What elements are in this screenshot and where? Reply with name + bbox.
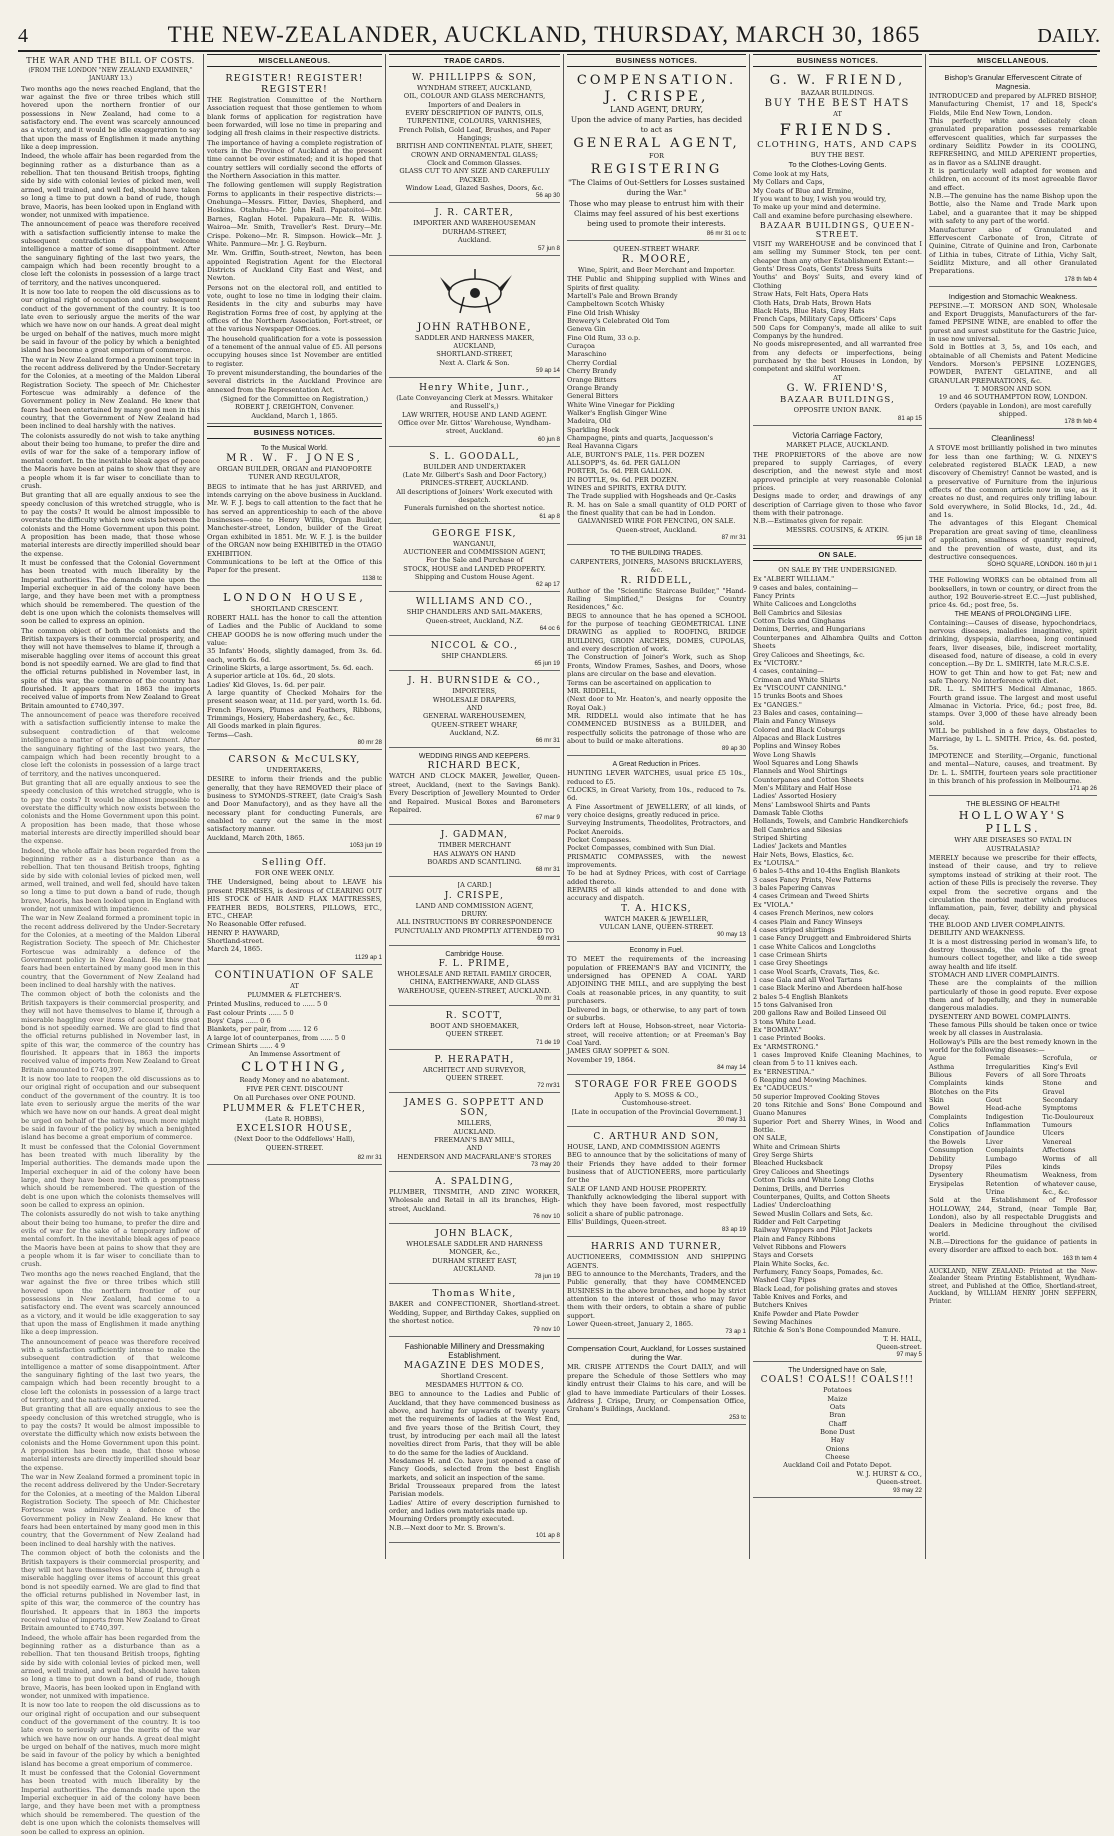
coals-ad (753, 1364, 922, 1497)
compensation-ad (567, 70, 746, 241)
ad-title: NICCOL & CO., (430, 641, 519, 652)
music-ad (207, 442, 382, 585)
ad-body: LAND AND COMMISSION AGENT, DRURY. ALL INSTRUCTIONS BY CORRESPONDENCE PUNCTUALLY AND PROMPTLY ATTENDED TO (394, 901, 555, 935)
ad-house: EXCELSIOR HOUSE, (236, 1124, 353, 1135)
ad-body: THE Following WORKS can be obtained from all booksellers, in town or country, or direct from the author, 192 Bouverie-street E.C.—Just published, price 4s. 6d.; post free, 5s. (929, 576, 1097, 610)
ad-heading: TO THE BUILDING TRADES. (610, 550, 703, 558)
register-ad (207, 70, 382, 424)
article-para: It must be confessed that the Colonial Government has been treated with much liberality by the Imperial authorities. The demands made upon the Imperial exchequer in aid of the colony have been large, and they have been met with a promptness which should be remembered. The question of the debt is one upon which the colonists themselves will soon be called to express an opinion. (21, 1142, 200, 1210)
ad-heading: To the Clothes-Loving Gents. (788, 160, 887, 170)
ad-heading: QUEEN-STREET WHARF. (613, 244, 700, 253)
article-para: But granting that all are equally anxious to see the speedy conclusion of this wretched struggle, who is to pay the costs? It would be almost impossible to overstate the difficulty which now exists between the colonists and the Home Government upon this point. A proposition has been made, that those whose material interests are directly imperilled should bear the expense. (21, 1405, 200, 1472)
ad-ref: 69 mr31 (537, 934, 560, 942)
ad-para: THE Registration Committee of the Northern Association request that those gentlemen to whom blank forms of application for registration have been forwarded, will lose no time in preparing and lodging all fresh claims in their respective districts. (207, 96, 382, 138)
ad-title: R. MOORE, (621, 254, 692, 266)
ad-ref: 81 ap 15 (897, 415, 922, 423)
ad-title: COALS! COALS!! COALS!!! (760, 1375, 915, 1386)
ad-body: HUNTING LEVER WATCHES, usual price £5 10s., reduced to £5. CLOCKS, in Great Variety, from 10s., reduced to 7s. 6d. A Fine Assortment of JEWELLERY, of all kinds, of very choice designs, greatly reduced in price. Surveying Instruments, Theodolites, Protractors, and Pocket Aneroids. Pocket Compasses. Pocket Compasses, combined with Sun Dial. PRISMATIC COMPASSES, with the newest improvements. To be had at Sydney Prices, with cost of Carriage added thereto. REPAIRS of all kinds attended to and done with accuracy and dispatch. (567, 769, 746, 903)
ad-title: Selling Off. (261, 858, 328, 869)
article-para: The common object of both the colonists and the British taxpayers is their commercial prosperity, and they will not have themselves to blame if, through a miserable haggling over items of account this great bond is not speedily earned. We are glad to find that the official returns published in November last, in spite of this war, the commerce of the country has flourished. It appears that in 1863 the imports received value of imports from New Zealand to Great Britain amounted to £740,397. (21, 1549, 201, 1633)
ad-subtitle: MESDAMES HUTTON & CO. (425, 1380, 524, 1389)
victoria-ad (753, 428, 922, 546)
ad-ref: 1129 ap 1 (354, 953, 382, 961)
ad-ref: 64 oc 6 (539, 625, 560, 633)
article-para: The war in New Zealand formed a prominent topic in the recent address delivered by the Under-Secretary for the Colonies, at a meeting of the Maldon Liberal Registration Society. The speech of Mr. Chichester Fortescue was admirably a defence of the Government policy in New Zealand. He knew that fears had been entertained by many good men in this country, that the Government of New Zealand had been inclined to deal harshly with the natives. (21, 1473, 200, 1548)
ad-heading: Economy in Fuel. (629, 947, 684, 955)
ad-ref: 57 jun 8 (537, 244, 560, 252)
ad-signature: T. H. HALL, Queen-street. (876, 1334, 922, 1352)
article-para: It is now too late to reopen the old discussions as to our original right of occupation and our subsequent conduct of the government of the country. It is too late even to seriously argue the merits of the war which we have now on our hands. A great deal might be urged on behalf of the natives, much more might be said in favour of the policy by which a benighted island has become a great emporium of commerce. (21, 287, 200, 355)
ad-text: Ready Money and no abatement. (239, 1075, 350, 1084)
ad-title: F. L. PRIME, (438, 958, 511, 969)
fisk-ad (389, 526, 560, 593)
article-para: The common object of both the colonists and the British taxpayers is their commercial prosperity, and they will not have themselves to blame if, through a miserable haggling over items of account this great bond is not speedily earned. We are glad to find that the official returns published in November last, in spite of this war, the commerce of the country has flourished. It appears that in 1863 the imports received value of imports from New Zealand to Great Britain amounted to £740,397. (21, 990, 201, 1074)
ad-body: Sold at the Establishment of Professor HOLLOWAY, 244, Strand, (near Temple Bar, London), also by all respectable Druggists and Dealers in Medicine throughout the civilised world. N.B.—Directions for the guidance of patients in every disorder are affixed to each box. (929, 1196, 1097, 1255)
article-heading: THE WAR AND THE BILL OF COSTS. (26, 56, 195, 65)
ad-text: (Next Door to the Oddfellows' Hall), (234, 1135, 355, 1144)
ad-body: WHOLESALE AND RETAIL FAMILY GROCER, CHINA, EARTHENWARE, AND GLASS WAREHOUSE, QUEEN-STREET, AUCKLAND. (397, 969, 552, 995)
pepsine-ad (929, 289, 1097, 430)
ad-body: IMPOTENCE and Sterility,—Organic, functional and mental—Nature, causes, and treatment. By Dr. L. L. SMITH, fourteen years sole practitioner in this branch of his profession in Melbourne. (929, 752, 1097, 786)
ad-title: CLOTHING, (241, 1059, 348, 1075)
hicks-ad (567, 758, 746, 942)
ad-intro: ON SALE BY THE UNDERSIGNED. (778, 566, 897, 575)
ad-title: R. SCOTT, (445, 1010, 504, 1021)
black-ad (389, 1226, 560, 1284)
ad-heading: Victoria Carriage Factory, (792, 431, 883, 441)
column-1 (18, 54, 204, 1836)
ad-body: WATCH AND CLOCK MAKER, Jeweller, Queen-street, Auckland, (next to the Savings Bank). Every Description of Jewellery Mounted to Order and Repaired. Musical Boxes and Barometers Repaired. (389, 772, 560, 814)
ad-ref: 61 ap 8 (539, 512, 560, 520)
ad-body: Potatoes Maize Oats Bran Chaff Bone Dust Hay Onions Cheese Auckland Coil and Potato Depot. (783, 1386, 892, 1470)
ad-extra: GALVANISED WIRE FOR FENCING, ON SALE. Queen-street, Auckland. (577, 517, 736, 534)
ad-heading: Indigestion and Stomachic Weakness. (948, 291, 1078, 301)
ad-ref: 79 nov 10 (532, 1325, 560, 1333)
article-para: But granting that all are equally anxious to see the speedy conclusion of this wretched struggle, who is to pay the costs? It would be almost impossible to overstate the difficulty which now exists between the colonists and the Home Government upon this point. A proposition has been made, that those whose material interests are directly imperilled should bear the expense. (21, 491, 200, 558)
ad-title: GENERAL AGENT, (573, 136, 740, 152)
ad-ref: 178 th feb 4 (1064, 275, 1097, 283)
ad-title: FRIENDS. (779, 119, 896, 139)
edition-label: DAILY. (1037, 25, 1100, 47)
gadman-ad (389, 827, 560, 877)
page-number: 4 (18, 25, 28, 47)
ad-ref: 78 jun 19 (534, 1273, 560, 1281)
disease-list: Ague Asthma Bilious Complaints Blotches on the Skin Bowel Complaints Colics Constipation of the Bowels Consumption Debility Dropsy Dysentery Erysipelas (929, 1054, 984, 1188)
article-para: It is now too late to reopen the old discussions as to our original right of occupation and our subsequent conduct of the government of the country. It is too late even to seriously argue the merits of the war which we have now on our hands. A great deal might be urged on behalf of the natives, much more might be said in favour of the policy by which a benighted island has become a great emporium of commerce. (21, 1701, 200, 1768)
column-4 (564, 54, 750, 1559)
ad-para: The household qualification for a vote is possession of a tenement of the annual value of £5. All persons occupying houses since 1st November are entitled to register. (207, 334, 382, 368)
section-heading: BUSINESS NOTICES. (567, 54, 746, 67)
article-para: The announcement of peace was therefore received with a satisfaction sufficiently intense to make the subsequent contradiction of that welcome intelligence a matter of some disappointment. After the sanguinary fighting of the last two years, the campaign which had been recently brought to a close left the colonists in possession of a large tract of territory, and the natives unconquered. (21, 711, 200, 778)
article-para: The war in New Zealand formed a prominent topic in the recent address delivered by the Under-Secretary for the Colonies, at a meeting of the Maldon Liberal Registration Society. The speech of Mr. Chichester Fortescue was admirably a defence of the Government policy in New Zealand. He knew that fears had been entertained by many good men in this country, that the Government of New Zealand had been inclined to deal harshly with the natives. (21, 355, 200, 431)
ad-heading: Cleanliness! (991, 434, 1035, 444)
ad-subtitle: Wine, Spirit, and Beer Merchant and Importer. (578, 266, 735, 275)
ad-title: T. A. HICKS, (621, 903, 692, 914)
ad-title: R. RIDDELL, (620, 575, 693, 586)
ad-body: DR. L. L. SMITH'S Medical Almanac, 1865. Fourth grand issue. The largest and most useful Almanac in Victoria. Price, 6d.; post free, 8d. stamps. Over 3,000 of these have already been sold. (929, 685, 1097, 727)
phillipps-ad (389, 70, 560, 203)
ad-firm: PLUMMER & FLETCHER'S. (247, 990, 342, 999)
carter-ad (389, 205, 560, 255)
ad-body: MERELY because we prescribe for their effects, instead of their cause, and try to relieve symptoms instead of striking at their root. The action of these Pills is precisely the reverse. They expel from the secretive organs and the circulation the morbid matter which produces inflammation, pain, fever, debility and physical decay. THE BLOOD AND LIVER COMPLAINTS. DEBILITY AND WEAKNESS. It is a most distressing period in woman's life, to destroy thousands, the whole of the great humours collect together, and like a tide sweep away health and life itself. STOMACH AND LIVER COMPLAINTS. These are the complaints of the million particularly of those in good repute. Ever expose them and of hopefully, and they in numerable dangerous maladies. DYSENTERY AND BOWEL COMPLAINTS. These famous Pills should be taken once or twice week by all classes in Australasia. Holloway's Pills are the best remedy known in the world for the following diseases:— (929, 854, 1097, 1055)
horse-emblem-icon (420, 263, 530, 319)
columns (18, 54, 1100, 1836)
carson-ad (207, 752, 382, 853)
prime-ad (389, 948, 560, 1006)
ad-ref: 59 ap 14 (535, 366, 560, 374)
ad-ref: 87 mr 31 (721, 534, 746, 542)
ad-body: BAKER and CONFECTIONER, Shortland-street. Wedding, Supper, and Birthday Cakes, supplied on the shortest notice. (389, 1300, 560, 1326)
ad-ref: 90 may 13 (717, 931, 746, 939)
williams-ad (389, 594, 560, 636)
ad-ref: 30 may 31 (717, 1115, 746, 1123)
ad-title: HOLLOWAY'S PILLS. (958, 809, 1068, 836)
article-source: (FROM THE LONDON "NEW ZEALAND EXAMINER," JANUARY 13.) (28, 67, 193, 83)
ad-ref: 76 nov 10 (532, 1213, 560, 1221)
ad-para: (Signed for the Committee on Registration,) ROBERT J. CREIGHTON, Convener. Auckland, March 1, 1865. (220, 395, 369, 420)
ad-subtitle: MARKET PLACE, AUCKLAND. (786, 441, 889, 450)
ad-body: THE Undersigned, being about to LEAVE his present PREMISES, is desirous of CLEARING OUT HIS STOCK of HAIR AND FLAX MATTRESSES, FEATHER BEDS, BOLSTERS, PILLOWS, ETC., ETC., CHEAP. No Reasonable Offer refused. HENRY P. HAYWARD, Shortland-street. March 24, 1865. (207, 878, 382, 954)
ad-ref: 84 may 14 (717, 1063, 746, 1071)
ad-title: J. GADMAN, (440, 830, 509, 841)
ad-ref: 95 jun 18 (896, 535, 922, 543)
ad-title: J. H. BURNSIDE & CO., (408, 676, 541, 687)
harris-ad (567, 1239, 746, 1339)
ad-body: WILL be published in a few days, Obstacles to Marriage, by L. L. SMITH. Price, 4s. 6d. posted, 5s. (929, 727, 1097, 752)
ad-text: BUY THE BEST. (810, 150, 865, 159)
price-list: Printed Muslins, reduced to ...... 5 0 Fast colour Prints ...... 5 0 Boys' Caps ...... 0 6 Blankets, per pair, from ...... 12 6 A large lot of counterpanes, from ...... 5 0 Crimean Shirts ...... 4 9 (207, 1000, 346, 1050)
ad-signature: W. J. HURST & CO., Queen-street. (856, 1469, 922, 1487)
article-para: It must be confessed that the Colonial Government has been treated with much liberality by the Imperial authorities. The demands made upon the Imperial exchequer in aid of the colony have been large, and they have been met with a promptness which should be remembered. The question of the debt is one upon which the colonists themselves will soon be called to express an opinion. (21, 1769, 200, 1836)
ad-text: "The Claims of Out-Settlers for Losses sustained during the War." (568, 177, 745, 197)
ad-address: Shortland Crescent. (440, 1371, 509, 1380)
ad-ref: 101 ap 8 (535, 1532, 560, 1540)
ad-ref: SOHO SQUARE, LONDON. 160 th jul 1 (987, 561, 1097, 569)
ad-title: REGISTER! REGISTER! REGISTER! (225, 73, 364, 95)
ad-heading: To the Musical World. (261, 445, 328, 453)
ad-heading: Compensation Court, Auckland, for Losses sustained during the War. (567, 1344, 746, 1363)
ad-title: CARSON & McCULSKY, (228, 755, 361, 766)
compensation-court-ad (567, 1341, 746, 1424)
ad-para: The following gentlemen will supply Registration Forms to applicants in their respective districts:—Onehunga—Messrs. Fitter, Davies, Shepherd, and Hoskins. Otahuhu—Mr. John Hall. Papatoitoi—Mr. Barnes, Raglan Hotel. Papakura—Mr. R. Willis. Wairoa—Mr. Smith, Traveller's Rest. Drury—Mr. Crispe. Pokeno—Mr. R. Simpson. Howick—Mr. J. White. Panmure—Mr. J. G. Reyburn. (207, 181, 382, 248)
ad-body: IMPORTERS, WHOLESALE DRAPERS, AND GENERAL WAREHOUSEMEN, QUEEN-STREET WHARF, Auckland, N.Z. (423, 687, 526, 738)
ad-heading: Cambridge House. (445, 950, 504, 958)
ad-title: A. SPALDING, (435, 1177, 514, 1188)
beck-ad (389, 750, 560, 825)
ad-title: MR. W. F. JONES, (226, 453, 363, 465)
crispe-card-ad (389, 879, 560, 946)
ad-heading: THE BLESSING OF HEALTH! (966, 801, 1060, 809)
ad-body: IMPORTER AND WAREHOUSEMAN DURHAM-STREET, Auckland. (413, 219, 536, 245)
ad-address: QUEEN-STREET. (265, 1144, 324, 1153)
ad-title: RICHARD BECK, (427, 761, 522, 772)
ad-title: STORAGE FOR FREE GOODS (574, 1079, 739, 1090)
ad-title: WILLIAMS AND CO., (415, 597, 534, 608)
ad-title: CLOTHING, HATS, AND CAPS (757, 139, 918, 150)
ad-body: ARCHITECT AND SURVEYOR, QUEEN STREET. (423, 1065, 526, 1082)
ad-ref: 82 mr 31 (357, 1153, 382, 1161)
ad-ref: 1138 tc (362, 574, 382, 582)
ad-subtitle: FOR ONE WEEK ONLY. (254, 869, 335, 878)
ad-text: FOR (649, 152, 664, 161)
ad-subtitle: LAND AGENT, DRURY, (609, 105, 704, 114)
ad-title: JOHN BLACK, (435, 1229, 514, 1240)
ad-body: INTRODUCED and prepared by ALFRED BISHOP, Manufacturing Chemist, 17 and 18, Speck's Fields, Mile End New Town, London. This perfectly white and delicately clean granulated preparation possesses remarkable effervescent qualities, which far surpasses the ordinary Seidlitz Powder in its COOLING, REFRESHING, and MILD APERIENT properties, as in flavor as a SALINE draught. It is particularly well adapted for women and children, on account of its most agreeable flavor and effect. N.B.—The genuine has the name Bishop upon the Bottle, also the Name and Trade Mark upon Label, and a guarantee that it may be shipped with safety to any part of the world. Manufacturer also of Granulated and Effervescent Carbonate of Iron, Citrate of Quinine, Citrate of Quinine and Iron, Carbonate of Lithia in tubes, Citrate of Lithia, Vichy Salt, Seidlitz Mixture, and all other Granulated Preparations. (929, 92, 1097, 276)
ad-body: BOOT AND SHOEMAKER, QUEEN STREET. (430, 1021, 519, 1039)
ad-title: JOHN RATHBONE, (417, 321, 532, 333)
ad-ref: 56 ap 30 (535, 192, 560, 200)
ad-verse: Come look at my Hats, My Collars and Caps, My Coats of Blue and Ermine, If you want to buy, I wish you would try, To make up your mind and determine. Call and examine before purchasing elsewhere. (753, 170, 913, 220)
disease-list: Scrofula, or King's Evil Sore Throats Stone and Gravel Secondary Symptoms Tic-Douloureux Tumours Ulcers Venereal Affections Worms of all kinds Weakness, from whatever cause, &c., &c. (1042, 1054, 1098, 1196)
section-heading: BUSINESS NOTICES. (753, 54, 922, 67)
ad-title: REGISTERING (590, 161, 723, 177)
arthur-ad (567, 1129, 746, 1237)
article-para: Two months ago the news reached England, that the war against the five or three tribes which still hovered upon the northern frontier of our possessions in New Zealand, had come to a satisfactory end. The event was scarcely announced as a victory, and it would be idle exaggeration to say that upon the mass of Englishmen it made anything like a deep impression. (21, 1269, 200, 1337)
ad-body: THE PROPRIETORS of the above are now prepared to supply Carriages, of every description, and the newest style and most approved principle at very reasonable Colonial prices. Designs made to order, and drawings of any description of Carriage given to those who favor them with their patronage. N.B.—Estimates given for repair. (753, 450, 922, 526)
ad-title: G. W. FRIEND, (769, 73, 906, 88)
ad-ref: 67 mar 9 (535, 814, 560, 822)
ad-title: W. PHILLIPPS & SON, (412, 73, 537, 83)
section-heading: BUSINESS NOTICES. (207, 426, 382, 439)
ad-title: COMPENSATION. (576, 73, 737, 88)
ad-body: ROBERT HALL has the honor to call the attention of Ladies and the Public of Auckland to some CHEAP GOODS he is now offering much under the value: 35 Infants' Hoods, slightly damaged, from 3s. 6d. each, worth 6s. 6d. Crinoline Skirts, a large assortment, 5s. 6d. each. A superior article at 10s. 6d., 20 slots. Ladies' Kid Gloves, 1s. 6d. per pair. A large quantity of Checked Mohairs for the present season wear, at 11d. per yard, worth 1s. 6d. French Flowers, Plumes and Feathers, Ribbons, Trimmings, Hosiery, Haberdashery, &c., &c. All Goods marked in plain figures. Terms—Cash. (207, 613, 382, 739)
ad-title: LONDON HOUSE, (223, 590, 366, 604)
column-5 (750, 54, 926, 1559)
ad-text: OPPOSITE UNION BANK. (793, 405, 882, 414)
spalding-ad (389, 1174, 560, 1224)
ad-body: SHIP CHANDLERS AND SAIL-MAKERS, Queen-street, Auckland, N.Z. (406, 608, 543, 625)
friend-ad (753, 70, 922, 426)
burnside-ad (389, 673, 560, 748)
ad-body: VISIT my WAREHOUSE and be convinced that I am selling my Summer Stock, ten per cent. cheaper than any other Establishment Extant:— Gents' Dress Coats, Gents' Dress Suits Youths' and Boys' Suits, and every kind of Clothing Straw Hats, Felt Hats, Opera Hats Cloth Hats, Drab Hats, Brown Hats Black Hats, Blue Hats, Grey Hats French Caps, Military Caps, Officers' Caps 500 Caps for Company's, made all alike to suit Companys by the hundred. No goods misrepresented, and all warranted free from any defects or imperfections, being purchased by the best Houses in London, by competent and skilful workmen. (753, 240, 922, 374)
ad-title: BAZAAR BUILDINGS, QUEEN-STREET. (759, 221, 916, 240)
ad-title: Thomas White, (432, 1289, 517, 1300)
ad-signature: T. MORSON AND SON. 19 and 46 SOUTHAMPTON ROW, LONDON. Orders (payable in London), are most carefully shipped. (934, 385, 1092, 419)
newspaper-title: THE NEW-ZEALANDER, AUCKLAND, THURSDAY, MARCH 30, 1865 (167, 22, 921, 47)
bishop-ad (929, 70, 1097, 287)
ad-firm: MESSRS. COUSINS, & ATKIN. (785, 525, 890, 534)
ad-title: GEORGE FISK, (432, 528, 517, 539)
ad-body: MR. CRISPE ATTENDS the Court DAILY, and will prepare the Schedule of those Settlers who may kindly entrust their Claims to his care, and will be glad to have immediate Particulars of their Losses. Address J. Crispe, Drury, or Compensation Office, Graham's Buildings, Auckland. (567, 1363, 746, 1414)
ad-para: The importance of having a complete registration of voters in the Province of Auckland at the present time cannot be over estimated; and it is hoped that country settlers will cordially second the efforts of the Northern Association in this matter. (207, 138, 382, 181)
article-para: The colonists assuredly do not wish to take anything about their being too humane, to prefer the dire and evils of war for the sake of a temporary inflow of mental comfort. In the inevitable bleak ages of peace the Maoris have been at pains to show that they are a people whom it is far wiser to conciliate than to crush. (21, 431, 200, 490)
article-para: But granting that all are equally anxious to see the speedy conclusion of this wretched struggle, who is to pay the costs? It would be almost impossible to overstate the difficulty which now exists between the colonists and the Home Government upon this point. A proposition has been made, that those whose material interests are directly imperilled should bear the expense. (21, 778, 200, 846)
ad-body: WANGANUI, AUCTIONEER and COMMISSION AGENT, For the Sale and Purchase of STOCK, HOUSE and LANDED PROPERTY. Shipping and Custom House Agent. (403, 539, 546, 582)
ad-para: Mr. Wm. Griffin, South-street, Newton, has been appointed Registration Agent for the Electoral Districts of Auckland City East and West, and Newton. (207, 249, 382, 283)
article-para: Indeed, the whole affair has been regarded from the beginning rather as a disturbance than as a rebellion. That ten thousand British troops, fighting side by side with colonial levies of picked men, well armed, well trained, and well fed, should have taken so long a time to put down a band of rude, though brave, Maoris, has been looked upon in England with wonder, not unmixed with impatience. (21, 846, 200, 914)
ad-ref: 65 jun 19 (534, 660, 560, 668)
ad-body: Author of the "Scientific Staircase Builder," "Hand-Railing Simplified," Designs for Country Residences," &c. BEGS to announce that he has opened a SCHOOL for the purpose of teaching GEOMETRICAL LINE DRAWING as applied to ROOFING, BRIDGE BUILDING, GROIN ARCHES, DOMES, CUPOLAS, and every description of work. The Construction of Joiner's Work, such as Shop Fronts, Window Frames, Sashes, and Doors, whose plans are circular on the base and elevation. Terms can be ascertained on application to MR. RIDDELL, (Next door to Mr. Heaton's, and nearly opposite the Royal Oak.) MR. RIDDELL would also intimate that he has COMMENCED BUSINESS as a BUILDER, and respectfully solicits the patronage of those who are about to build or make alterations. (567, 586, 746, 745)
ad-subtitle: SHORTLAND CRESCENT. (250, 604, 339, 613)
ad-ref: 66 mr 31 (535, 737, 560, 745)
ad-title: MAGAZINE DES MODES, (403, 1360, 546, 1371)
ad-text: On all Purchases over ONE POUND. (233, 1094, 356, 1103)
herapath-ad (389, 1052, 560, 1094)
ad-body: WATCH MAKER & JEWELLER, VULCAN LANE, QUEEN-STREET. (599, 914, 714, 932)
ad-title: J. CRISPE, (444, 890, 505, 901)
ad-para: To prevent misunderstanding, the boundaries of the several districts in the Auckland Province are annexed from the Representation Act. (207, 369, 382, 394)
moore-ad (567, 243, 746, 545)
ad-body: PEPSINE.—T. MORSON AND SON, Wholesale and Export Druggists, Manufacturers of the far-famed PEPSINE WINE, are enabled to offer the purest and surest substitute for the Gastric Juice, in use now universal. Sold in Bottles at 3, 5s, and 10s each, and obtainable of all Chemists and Patent Medicine Vendors. Morson's PEPSINE LOZENGES, POWDER, PATENT GELATINE, and all GRANULAR PREPARATIONS, &c. (929, 301, 1097, 385)
selling-off-ad (207, 855, 382, 964)
ad-body: Ex "ALBERT WILLIAM." 9 cases and bales, containing— Fancy Prints White Calicoes and Longcloths Bell Cambrics and Silesias Cotton Ticks and Ginghams Denims, Derries, and Hungarians Counterpanes and Alhambra Quilts and Cotton Sheets Grey Calicoes and Sheetings, &c. Ex "VICTORY." 4 cases, containing— Crimean and White Shirts Ex "VISCOUNT CANNING." 15 trunks Boots and Shoes Ex "GANGES." 23 Bales and cases, containing— Plain and Fancy Winseys Colored and Black Coburgs Alpacas and Black Lustres Poplins and Winsey Robes Wove Long Shawls Wool Squares and Long Shawls Flannels and Wool Shirtings Counterpanes and Cotton Sheets Men's Military and Half Hose Ladies' Assorted Hosiery Mens' Lambswool Shirts and Pants Damask Table Cloths Hollands, Towels, and Cambric Handkerchiefs Bell Cambrics and Silesias Striped Shirting Ladies' Jackets and Mantles Hair Nets, Bows, Elastics, &c. Ex "LOUISA." 6 bales 5-4ths and 10-4ths English Blankets 3 cases Fancy Prints, New Patterns 3 bales Papering Canvas 4 cases Crimean and Tweed Shirts Ex "VIOLA." 4 cases French Merinos, new colors 4 cases Plain and Fancy Winseys 4 cases striped shirtings 1 case Fancy Druggett and Embroidered Shirts 1 case White Calicos and Longcloths 1 case Crimean Shirts 1 case Grey Sheetings 1 case Wool Scarfs, Cravats, Ties, &c. 1 case Gala and all Wool Tartans 1 case Black Merino and Aberdeen half-hose 2 bales 5-4 English Blankets 15 tons Galvanised Iron 200 gallons Raw and Boiled Linseed Oil 3 tons White Lead. Ex "BOMBAY." 1 case Printed Books. Ex "ARMSTRONG." 1 cases Improved Knife Cleaning Machines, to clean from 5 to 11 knives each. Ex "ERNESTINA." 6 Reaping and Mowing Machines. Ex "CADUCEUS." 50 superior Improved Cooking Stoves 20 tons Ritchie and Sons' Bone Compound and Guano Manures Superior Port and Sherry Wines, in Wood and Bottle. ON SALE, White and Crimean Shirts Grey Serge Shirts Bleached Hucksback Grey Calicoes and Sheetings Cotton Ticks and White Long Cloths Denims, Drills, and Derries Counterpanes, Quilts, and Cotton Sheets Ladies' Undercloathing Sewed Muslin Collars and Sets, &c. Ridder and Felt Carpeting Railway Wrappers and Pilot Jackets Plain and Fancy Ribbons Velvet Ribbons and Flowers Stays and Corsets Plain White Socks, &c. Perfumery, Fancy Soaps, Pomades, &c. Washed Clay Pipes Black Lead, for polishing grates and stoves Table Knives and Forks, and Butchers Knives Knife Powder and Plate Powder Sewing Machines Ritchie & Son's Bone Compounded Manure. (753, 575, 922, 1335)
riddell-ad (567, 547, 746, 756)
ad-ref: 60 jun 8 (537, 435, 560, 443)
ad-firm: PLUMMER & FLETCHER, (222, 1103, 367, 1114)
ad-body: TO MEET the requirements of the increasing population of FREEMAN'S BAY and VICINITY, the undersigned has OPENED A COAL YARD ADJOINING THE MILL, and are supplying the best Coals at reasonable prices, in any quantity, to suit purchasers. Delivered in bags, or otherwise, to any part of town or suburbs. Orders left at House, Hobson-street, near Victoria-street, will receive attention; or at Freeman's Bay Coal Yard. JAMES GRAY SOPPET & SON. November 19, 1864. (567, 955, 746, 1064)
ad-ref: 253 tc (729, 1413, 746, 1421)
ad-body: Containing:—Causes of disease, hypochondriacs, nervous diseases, maladies imaginative, spirit drinking, dyspepsia, diarrhoea, long continued fears, liver diseases, bile, indiscreet mortality, diseased food, nature of disease, a cold in every conception.—By Dr. L. SMIRTH, late M.R.C.S.E. (929, 618, 1097, 669)
ad-body: Upon the advice of many Parties, has decided to act as (570, 115, 743, 135)
ad-title: C. ARTHUR AND SON, (593, 1131, 720, 1142)
ad-title: J. R. CARTER, (435, 208, 514, 219)
ad-ref: 73 may 20 (531, 1161, 560, 1169)
niccol-ad (389, 638, 560, 671)
ad-body: WHOLESALE SADDLER AND HARNESS MONGER, &c., DURHAM STREET EAST, AUCKLAND. (406, 1240, 543, 1274)
ad-body: HOUSE, LAND, AND COMMISSION AGENTS BEG to announce that by the solicitations of many of their Friends they have added to their former business that of AUCTIONEERS, more particularly for the SALE OF LAND AND HOUSE PROPERTY. Thankfully acknowledging the liberal support with which they have been favored, most respectfully solicit a share of public patronage. Ellis' Buildings, Queen-street. (567, 1142, 746, 1227)
ad-title: CONTINUATION OF SALE (214, 969, 375, 981)
ad-heading: Fashionable Millinery and Dressmaking Establishment. (404, 1341, 545, 1360)
section-heading: ON SALE. (753, 548, 922, 561)
ad-label: [A CARD.] (457, 881, 492, 890)
ad-title: JAMES G. SOPPETT AND SON, (404, 1098, 545, 1119)
column-3 (386, 54, 564, 1559)
section-heading: MISCELLANEOUS. (207, 54, 382, 67)
masthead (18, 20, 1100, 52)
ad-ref: 68 mr 31 (535, 866, 560, 874)
disease-list: Female Irregularities Fevers of all kinds Fits Gout Head-ache Indigestion Inflammation Jaundice Liver Complaints Lumbago Piles Rheumatism Retention of Urine (985, 1054, 1041, 1196)
ad-heading: A Great Reduction in Prices. (612, 761, 701, 769)
article-para: The war in New Zealand formed a prominent topic in the recent address delivered by the Under-Secretary for the Colonies, at a meeting of the Maldon Liberal Registration Society. The speech of Mr. Chichester Fortescue was admirably a defence of the Government policy in New Zealand. He knew that fears had been entertained by many good men in this country, that the Government of New Zealand had been inclined to deal harshly with the natives. (21, 914, 200, 990)
ad-ref: 71 de 19 (535, 1038, 560, 1046)
fuel-ad (567, 944, 746, 1074)
article-para: Indeed, the whole affair has been regarded from the beginning rather as a disturbance than as a rebellion. That ten thousand British troops, fighting side by side with colonial levies of picked men, well armed, well trained, and well fed, should have taken so long a time to put down a band of rude, though brave, Maoris, has been looked upon in England with wonder, not unmixed with impatience. (21, 152, 200, 219)
section-heading: MISCELLANEOUS. (929, 54, 1097, 67)
ad-subtitle: CARPENTERS, JOINERS, MASONS BRICKLAYERS, &c. (570, 558, 743, 575)
ad-ref: 62 ap 17 (535, 581, 560, 589)
rathbone-ad (389, 258, 560, 378)
ad-body: AUCTIONEERS, COMMISSION AND SHIPPING AGENTS. BEG to announce to the Merchants, Traders, and the Public generally, that they have COMMENCED BUSINESS in the above branches, and hope by strict attention to the interest of those who may favor them with their orders, to obtain a share of public support. Lower Queen-street, January 2, 1865. (567, 1253, 746, 1329)
ad-text: FIVE PER CENT. DISCOUNT (246, 1085, 343, 1093)
storage-ad (567, 1077, 746, 1127)
on-sale-ad (753, 564, 922, 1362)
column-2 (204, 54, 386, 1559)
article-para: It must be confessed that the Colonial Government has been treated with much liberality by the Imperial authorities. The demands made upon the Imperial exchequer in aid of the colony have been large, and they have been met with a promptness which should be remembered. The question of the debt is one upon which the colonists themselves will soon be called to express an opinion. (21, 558, 200, 626)
books-ad (929, 574, 1097, 796)
ad-title: BAZAAR BUILDINGS, (779, 394, 896, 405)
article-para: The colonists assuredly do not wish to take anything about their being too humane, to prefer the dire and evils of war for the sake of a temporary inflow of mental comfort. In the inevitable bleak ages of peace the Maoris have been at pains to show that they are a people whom it is far wiser to conciliate than to crush. (21, 1210, 200, 1269)
article-para: It is now too late to reopen the old discussions as to our original right of occupation and our subsequent conduct of the government of the country. It is too late even to seriously argue the merits of the war which we have now on our hands. A great deal might be urged on behalf of the natives, much more might be said in favour of the policy by which a benighted island has become a great emporium of commerce. (21, 1074, 200, 1142)
ad-text: AT (290, 981, 299, 990)
ad-ref: 1053 jun 19 (349, 842, 382, 850)
ad-body: DESIRE to inform their friends and the public generally, that they have REMOVED their place of business to SYMONDS-STREET, (late Craig's Sash and Door Manufactory), and as they have all the necessary plant for conducting Funerals, are enabled to carry out the same in the most satisfactory manner. Auckland, March 20th, 1865. (207, 775, 382, 842)
ad-heading: WEDDING RINGS AND KEEPERS. (418, 753, 531, 761)
ad-title: HARRIS AND TURNER, (591, 1242, 722, 1253)
ad-text: AT (833, 110, 842, 119)
ad-body: A STOVE most brilliantly polished in two minutes for less than one farthing; W. G. NIXEY'S celebrated registered BLACK LEAD, a new discovery of Chemistry! Cannot be wasted, and is a preservative of Furniture from the injurious effects of the common article now in use, as it creates no dust, and requires only trifling labour. Sold everywhere, in Solid Blocks, 1d., 2d., 4d. and 1s. The advantages of this Elegant Chemical Preparation are great saving of time, cleanliness of application, smallness of quantity required, and the prevention of waste, dust, and its destructive consequences. (929, 444, 1097, 561)
cleanliness-ad (929, 431, 1097, 572)
ad-ref: 171 ap 26 (1069, 785, 1097, 793)
ad-body: WYNDHAM STREET, AUCKLAND, OIL, COLOUR AND GLASS MERCHANTS, Importers of and Dealers in EVERY DESCRIPTION OF PAINTS, OILS, TURPENTINE, COLOURS, VARNISHES, French Polish, Gold Leaf, Brushes, and Paper Hangings; BRITISH AND CONTINENTAL PLATE, SHEET, CROWN AND ORNAMENTAL GLASS; Clock and Common Glasses. GLASS CUT TO ANY SIZE AND CAREFULLY PACKED. Window Lead, Glazed Sashes, Doors, &c. (396, 84, 553, 193)
ad-ref: 80 mr 28 (357, 739, 382, 747)
white-ad (389, 380, 560, 447)
ad-body: TIMBER MERCHANT HAS ALWAYS ON HAND BOARDS AND SCANTLING. (427, 841, 522, 866)
article-para: The common object of both the colonists and the British taxpayers is their commercial prosperity, and they will not have themselves to blame if, through a miserable haggling over items of account this great bond is not speedily earned. We are glad to find that the official returns published in November last, in spite of this war, the commerce of the country has flourished. It appears that in 1863 the imports received value of imports from New Zealand to Great Britain amounted to £740,397. (21, 626, 201, 710)
ad-para: Persons not on the electoral roll, and entitled to vote, ought to lose no time in lodging their claim. Residents in the city and suburbs may have Registration Forms free of cost, by applying at the offices of the Northern Association, Fort-street, or at the various Newspaper Offices. (207, 283, 382, 334)
modes-ad (389, 1339, 560, 1544)
article-para: The announcement of peace was therefore received with a satisfaction sufficiently intense to make the subsequent contradiction of that welcome intelligence a matter of some disappointment. After the sanguinary fighting of the last two years, the campaign which had been recently brought to a close left the colonists in possession of a large tract of territory, and the natives unconquered. (21, 220, 200, 287)
ad-text: AT (833, 373, 842, 382)
ad-body: (Late Conveyancing Clerk at Messrs. Whitaker and Russell's,) LAW WRITER, HOUSE AND LAND AGENT. Office over Mr. Gittos' Warehouse, Wyndham-street, Auckland. (396, 393, 553, 436)
london-house-ad (207, 588, 382, 751)
ad-heading: Bishop's Granular Effervescent Citrate of Magnesia. (944, 73, 1082, 91)
ad-ref: 70 mr 31 (535, 994, 560, 1002)
disease-table (929, 1054, 1097, 1196)
thomas-white-ad (389, 1286, 560, 1336)
ad-ref: 86 mr 31 oc tc (706, 229, 746, 237)
ad-ref: 89 ap 30 (721, 745, 746, 753)
soppett-ad (389, 1095, 560, 1172)
ad-body: THE Public and Shipping supplied with Wines and Spirits of first quality. Martell's Pale and Brown Brandy Campbeltown Scotch Whisky Fine Old Irish Whisky Brewery's Celebrated Old Tom Geneva Gin Fine Old Rum, 33 o.p. Curaçoa Maraschino Cherry Cordial Cherry Brandy Orange Bitters Orange Brandy General Bitters White Wine Vinegar for Pickling Walker's English Ginger Wine Madeira, Old Sparkling Hock Champagne, pints and quarts, Jacquesson's Real Havanna Cigars ALE, BURTON'S PALE, 11s. PER DOZEN ALLSOPP'S, 4s. 6d. PER GALLON PORTER, 5s. 6d. PER GALLON. IN BOTTLE, 9s. 6d. PER DOZEN. WINES and SPIRITS, EXTRA DUTY. The Trade supplied with Hogsheads and Qr.-Casks R. M. has on Sale a small quantity of OLD PORT of the finest quality that can be had in London. (567, 275, 746, 517)
ad-heading: The Undersigned have on Sale, (788, 1367, 887, 1375)
ad-title: S. L. GOODALL, (429, 451, 520, 462)
article-para: Two months ago the news reached England, that the war against the five or three tribes which still hovered upon the northern frontier of our possessions in New Zealand, had come to a satisfactory end. The event was scarcely announced as a victory, and it would be idle exaggeration to say that upon the mass of Englishmen it made anything like a deep impression. (21, 84, 200, 152)
ad-body: BEGS to intimate that he has just ARRIVED, and intends carrying on the above business in Auckland. Mr. W. F. J. begs to call attention to the fact that he has served an apprenticeship to each of the above businesses—one to Henry Willis, Organ Builder, Manchester-street, London, builder of the Great Organ exhibited in 1851. Mr. W. F. J. is the builder of the ORGAN now being EXHIBITED in the OTAGO EXHIBITION. Communications to be left at the Office of this Paper for the present. (207, 482, 382, 575)
ad-subtitle: UNDERTAKERS, (266, 766, 323, 775)
ad-text: (Late R. HOBBS), (265, 1114, 324, 1123)
ad-subtitle: WHY ARE DISEASES SO FATAL IN AUSTRALASIA? (954, 836, 1072, 853)
ad-body: BUILDER AND UNDERTAKER (Late Mr. Gilbert's Sash and Door Factory,) PRINCES-STREET, AUCKLAND. All descriptions of Joiners' Work executed with despatch. Funerals furnished on the shortest notice. (396, 462, 553, 513)
ad-ref: 73 ap 1 (725, 1328, 746, 1336)
ad-body: SADDLER AND HARNESS MAKER, AUCKLAND, SHORTLAND-STREET, Next A. Clark & Son. (414, 333, 535, 367)
ad-body: HOW to get Thin and how to get Fat; new and safe Theory. No interference with diet. (929, 668, 1097, 685)
article-para: Indeed, the whole affair has been regarded from the beginning rather as a disturbance than as a rebellion. That ten thousand British troops, fighting side by side with colonial levies of picked men, well armed, well trained, and well fed, should have taken so long a time to put down a band of rude, though brave, Maoris, has been looked upon in England with wonder, not unmixed with impatience. (21, 1633, 200, 1700)
printer-imprint: AUCKLAND, NEW ZEALAND: Printed at the New-Zealander Steam Printing Establishment, Wyndham-street, and Published at the Office, Shortland-street, Auckland, by WILLIAM HENRY JOHN SEFFERN, Printer. (929, 1267, 1097, 1305)
ad-ref: 97 may 5 (896, 1351, 922, 1359)
ad-subtitle: ORGAN BUILDER, ORGAN and PIANOFORTE TUNER AND REGULATOR, (217, 465, 372, 482)
ad-body: BEG to announce to the Ladies and Public of Auckland, that they have commenced business as above, and having for upwards of twenty years met the requirements of ladies at the West End, and five years those of the British Court, they trust, by introducing per each mail all the latest novelties direct from Paris, that they will be able to do the same for the ladies of Auckland. Mesdames H. and Co. have just opened a case of Fancy Goods, selected from the best English markets, and solicit an inspection of the same. Bridal Trousseaux prepared from the latest Parisian models. Ladies' Attire of every description furnished to order, and ladies own materials made up. Mourning Orders promptly executed. N.B.—Next door to Mr. S. Brown's. (389, 1390, 560, 1532)
continuation-sale-ad (207, 967, 382, 1165)
ad-body: MILLERS, AUCKLAND. FREEMAN'S BAY MILL, AND HENDERSON AND MACFARLANE'S STORES (397, 1119, 552, 1161)
holloway-ad (929, 798, 1097, 1265)
ad-title: P. HERAPATH, (434, 1054, 515, 1065)
ad-subtitle: BAZAAR BUILDINGS. (800, 89, 875, 97)
ad-title: BUY THE BEST HATS (764, 98, 911, 110)
ad-ref: 83 ap 19 (721, 1226, 746, 1234)
section-heading: TRADE CARDS. (389, 54, 560, 67)
ad-heading: THE MEANS of PROLONGING LIFE. (954, 610, 1072, 618)
ad-name: J. CRISPE, (604, 89, 709, 105)
ad-text: An Immense Assortment of (249, 1050, 340, 1059)
ad-body: SHIP CHANDLERS. (441, 652, 508, 661)
ad-ref: 72 mr31 (537, 1082, 560, 1090)
ad-ref: 163 th tem 4 (1062, 1254, 1097, 1262)
ad-title: G. W. FRIEND'S, (786, 382, 889, 394)
ad-text: Those who may please to entrust him with their Claims may feel assured of his best exertions being used to promote their interests. (569, 198, 744, 228)
ad-ref: 178 th feb 4 (1064, 418, 1097, 426)
ad-ref: 93 may 22 (893, 1486, 922, 1494)
scott-ad (389, 1008, 560, 1050)
ad-title: Henry White, Junr., (419, 382, 530, 393)
ad-body: PLUMBER, TINSMITH, AND ZINC WORKER, Wholesale and Retail in all its branches, High-street, Auckland. (389, 1188, 560, 1213)
article-para: The announcement of peace was therefore received with a satisfaction sufficiently intense to make the subsequent contradiction of that welcome intelligence a matter of some disappointment. After the sanguinary fighting of the last two years, the campaign which had been recently brought to a close left the colonists in possession of a large tract of territory, and the natives unconquered. (21, 1337, 200, 1404)
column-6 (926, 54, 1100, 1559)
ad-body: Apply to S. MOSS & CO., Customhouse-street. [Late in occupation of the Provincial Government.] (571, 1090, 742, 1116)
goodall-ad (389, 449, 560, 524)
